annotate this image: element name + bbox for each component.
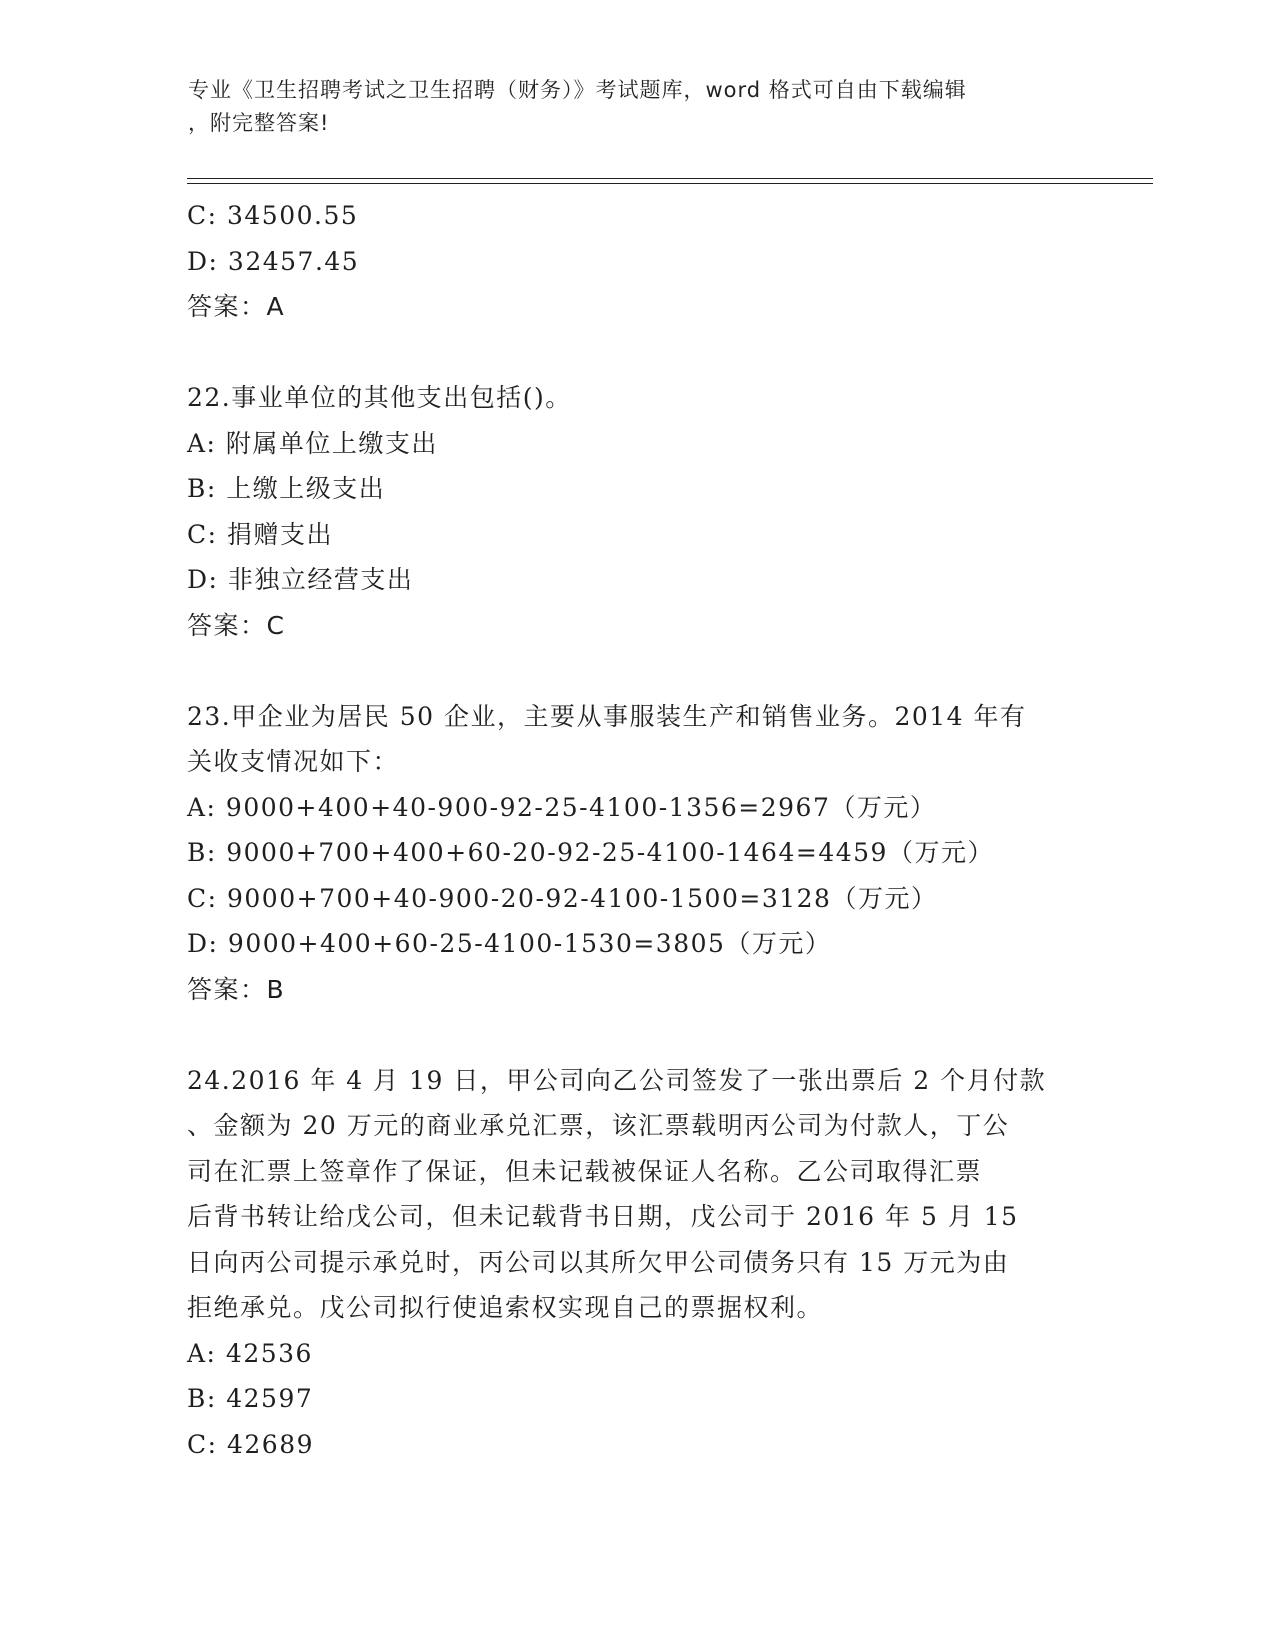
q24-question-line-2: 、金额为 20 万元的商业承兑汇票，该汇票载明丙公司为付款人，丁公: [187, 1111, 1010, 1140]
q23-answer: 答案：B: [187, 974, 286, 1004]
spacer: [187, 330, 1087, 376]
q22-question: 22.事业单位的其他支出包括()。: [187, 383, 572, 412]
q24-question-line-4: 后背书转让给戊公司，但未记载背书日期，戊公司于 2016 年 5 月 15: [187, 1202, 1019, 1231]
spacer: [187, 648, 1087, 694]
q24-question-line-3: 司在汇票上签章作了保证，但未记载被保证人名称。乙公司取得汇票: [187, 1156, 983, 1186]
q24-question-line-5: 日向丙公司提示承兑时，丙公司以其所欠甲公司债务只有 15 万元为由: [187, 1247, 1010, 1277]
q21-option-c: C: 34500.55: [187, 201, 359, 230]
q24-question-line-1: 24.2016 年 4 月 19 日，甲公司向乙公司签发了一张出票后 2 个月付款: [187, 1065, 1047, 1095]
q23-option-c: C: 9000+700+40-900-20-92-4100-1500=3128（万元）: [187, 883, 938, 913]
q22-option-c: C: 捐赠支出: [187, 519, 333, 549]
document-header: [188, 74, 1068, 140]
q23-option-a: A: 9000+400+40-900-92-25-4100-1356=2967（万元）: [187, 792, 937, 822]
header-line-1: 专业《卫生招聘考试之卫生招聘（财务）》考试题库，word 格式可自由下载编辑: [188, 78, 967, 102]
header-divider-bottom: [187, 183, 1153, 184]
document-body: [187, 193, 1087, 1467]
q21-answer: 答案：A: [187, 292, 286, 321]
q22-answer: 答案：C: [187, 610, 286, 640]
q23-option-b: B: 9000+700+400+60-20-92-25-4100-1464=4459（万元）: [187, 838, 994, 867]
q23-option-d: D: 9000+400+60-25-4100-1530=3805（万元）: [187, 929, 832, 958]
q22-option-a: A: 附属单位上缴支出: [187, 428, 438, 458]
spacer: [187, 1012, 1087, 1058]
header-divider-top: [187, 178, 1153, 179]
q21-option-d: D: 32457.45: [187, 246, 360, 276]
q24-option-c: C: 42689: [187, 1429, 315, 1459]
q22-option-b: B: 上缴上级支出: [187, 474, 386, 503]
q24-question-line-6: 拒绝承兑。戊公司拟行使追索权实现自己的票据权利。: [187, 1293, 824, 1322]
q23-question-line-1: 23.甲企业为居民 50 企业，主要从事服装生产和销售业务。2014 年有: [187, 701, 1027, 731]
header-line-2: ，附完整答案!: [188, 111, 330, 135]
q24-option-b: B: 42597: [187, 1384, 314, 1413]
q23-question-line-2: 关收支情况如下：: [187, 747, 400, 776]
q22-option-d: D: 非独立经营支出: [187, 565, 414, 594]
q24-option-a: A: 42536: [187, 1338, 313, 1368]
